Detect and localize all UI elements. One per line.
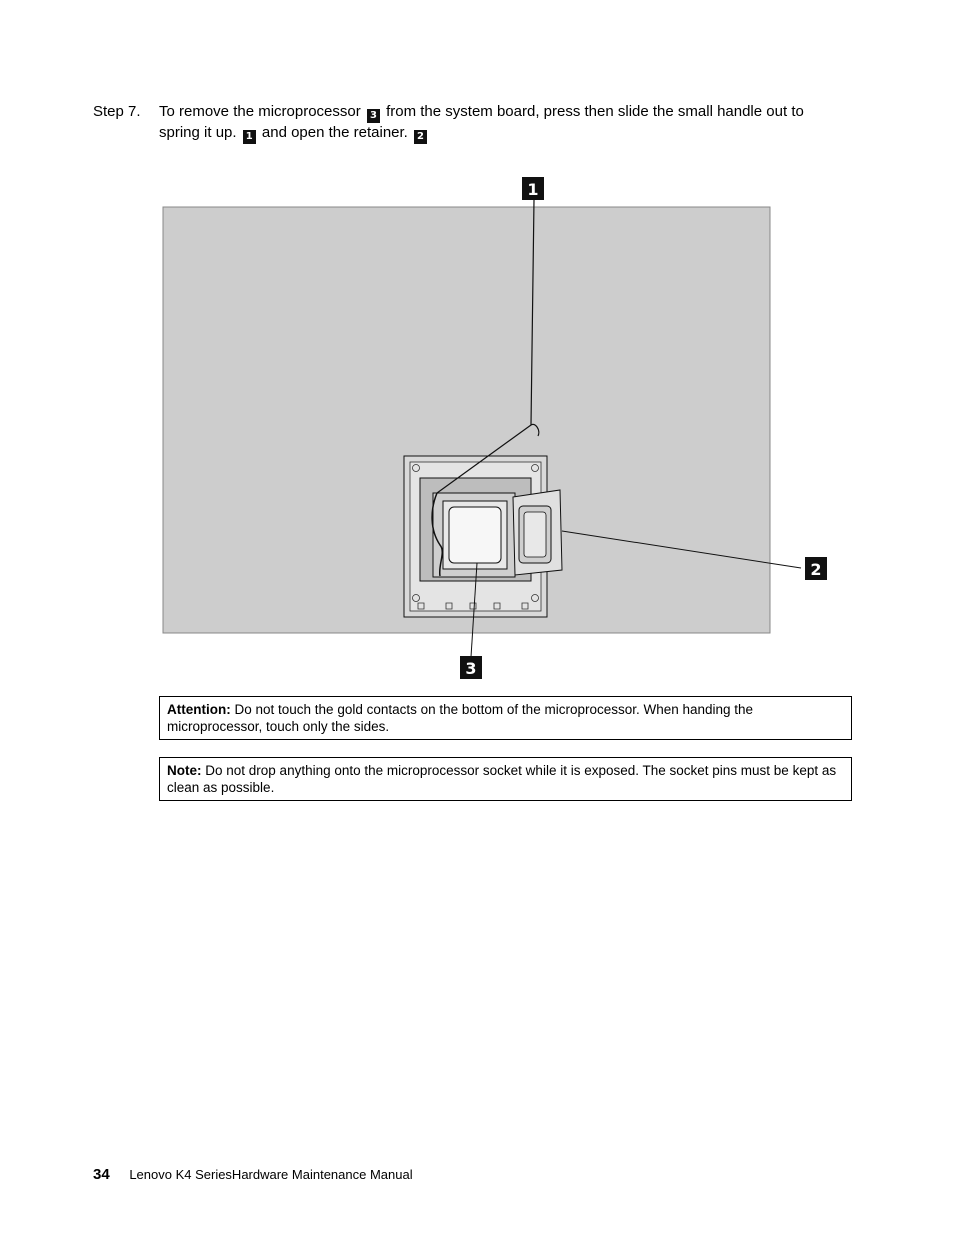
microprocessor: [443, 501, 507, 569]
callout-3-icon: 3: [367, 109, 380, 123]
step-label: Step 7.: [93, 103, 141, 120]
step-text-part2: from the system board, press then slide the small handle out: [386, 103, 788, 120]
step-text-part4: and open the retainer.: [261, 124, 408, 141]
manual-title: Lenovo K4 SeriesHardware Maintenance Manual: [129, 1167, 413, 1182]
callout-2-icon: 2: [414, 130, 427, 144]
note-label: Note:: [167, 763, 202, 778]
svg-text:1: 1: [527, 180, 539, 199]
figure-callout-3: [460, 656, 482, 679]
attention-text: Do not touch the gold contacts on the bottom of the microprocessor. When handing the microprocessor, touch only the sides.: [167, 702, 754, 734]
page-number: 34: [93, 1166, 110, 1183]
page-footer: [93, 1166, 413, 1183]
figure-callout-2: [805, 557, 827, 580]
svg-text:3: 3: [465, 659, 477, 678]
callout-1-icon: 1: [243, 130, 256, 144]
step-text-part1: To remove the microprocessor: [159, 103, 361, 120]
step-text-part3: to spring it up.: [159, 103, 804, 141]
note-box: [159, 757, 852, 801]
retainer: [513, 490, 562, 575]
note-text: Do not drop anything onto the microprocessor socket while it is exposed. The socket pins must be kept as clean as possible.: [167, 763, 837, 795]
svg-text:2: 2: [810, 560, 822, 579]
attention-box: [159, 696, 852, 740]
attention-label: Attention:: [167, 702, 231, 717]
figure-callout-1: [522, 177, 544, 200]
